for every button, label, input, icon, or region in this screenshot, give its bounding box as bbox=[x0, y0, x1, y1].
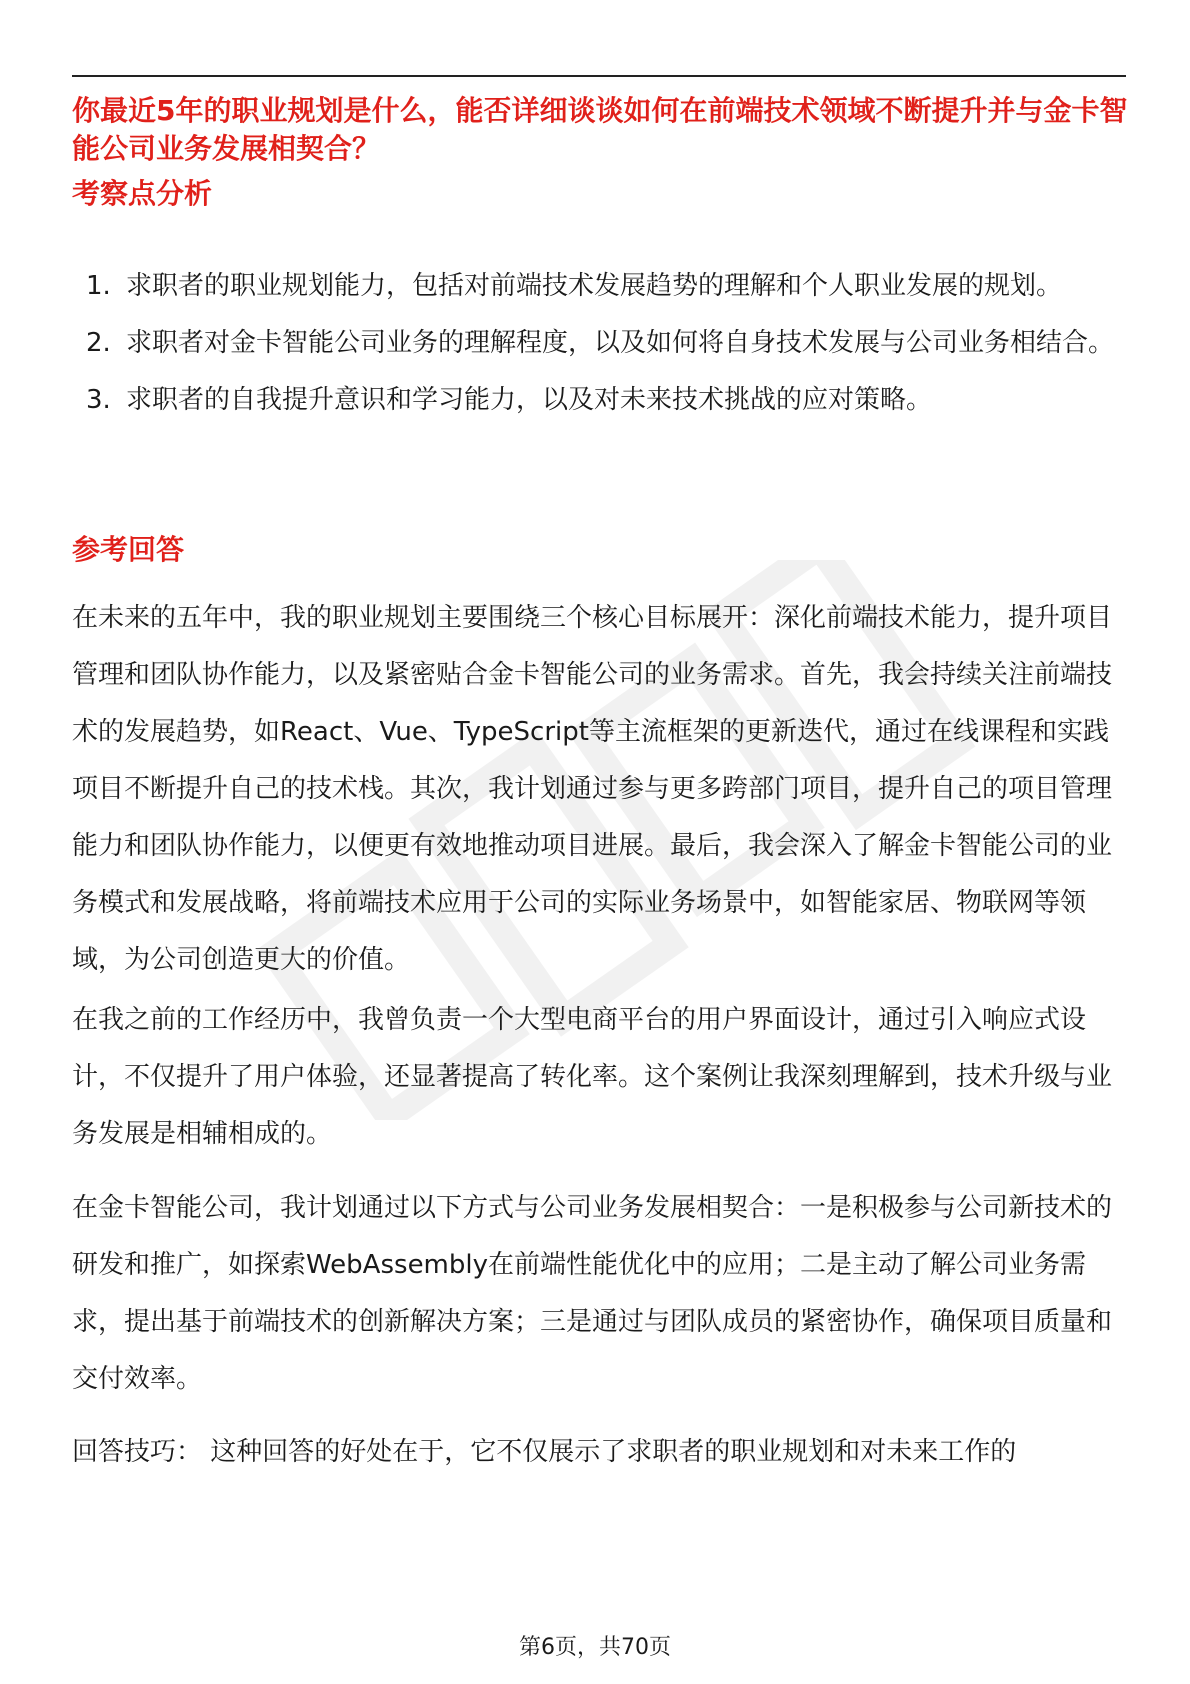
list-item-text: 求职者对金卡智能公司业务的理解程度，以及如何将自身技术发展与公司业务相结合。 bbox=[126, 328, 1115, 358]
answer-paragraph: 在未来的五年中，我的职业规划主要围绕三个核心目标展开：深化前端技术能力，提升项目管理和团队协作能力，以及紧密贴合金卡智能公司的业务需求。首先，我会持续关注前端技术的发展趋势，如React、Vue、TypeScript等主流框架的更新迭代，通过在线课程和实践项目不断提升自己的技术栈。其次，我计划通过参与更多跨部门项目，提升自己的项目管理能力和团队协作能力，以便更有效地推动项目进展。最后，我会深入了解金卡智能公司的业务模式和发展战略，将前端技术应用于公司的实际业务场景中，如智能家居、物联网等领域，为公司创造更大的价值。 bbox=[72, 603, 1113, 975]
list-item bbox=[72, 372, 1132, 429]
list-item-number: 1. bbox=[86, 271, 111, 301]
list-item bbox=[72, 258, 1132, 315]
analysis-list bbox=[72, 258, 1132, 429]
list-item-number: 3. bbox=[86, 385, 111, 415]
list-item-number: 2. bbox=[86, 328, 111, 358]
answer-paragraph: 在我之前的工作经历中，我曾负责一个大型电商平台的用户界面设计，通过引入响应式设计，不仅提升了用户体验，还显著提高了转化率。这个案例让我深刻理解到，技术升级与业务发展是相辅相成的。 bbox=[72, 1005, 1113, 1149]
list-item-text: 求职者的自我提升意识和学习能力，以及对未来技术挑战的应对策略。 bbox=[126, 385, 933, 415]
analysis-section-title: 考察点分析 bbox=[72, 177, 213, 210]
list-item bbox=[72, 315, 1132, 372]
page-number: 第6页，共70页 bbox=[519, 1635, 671, 1660]
list-item-text: 求职者的职业规划能力，包括对前端技术发展趋势的理解和个人职业发展的规划。 bbox=[126, 271, 1063, 301]
answer-tip-paragraph: 回答技巧： 这种回答的好处在于，它不仅展示了求职者的职业规划和对未来工作的 bbox=[72, 1437, 1017, 1467]
top-divider bbox=[72, 75, 1126, 77]
question-heading: 你最近5年的职业规划是什么，能否详细谈谈如何在前端技术领域不断提升并与金卡智能公司业务发展相契合？ bbox=[72, 94, 1128, 165]
answer-paragraph: 在金卡智能公司，我计划通过以下方式与公司业务发展相契合：一是积极参与公司新技术的研发和推广，如探索WebAssembly在前端性能优化中的应用；二是主动了解公司业务需求，提出基于前端技术的创新解决方案；三是通过与团队成员的紧密协作，确保项目质量和交付效率。 bbox=[72, 1193, 1113, 1394]
answer-section-title: 参考回答 bbox=[72, 533, 185, 566]
